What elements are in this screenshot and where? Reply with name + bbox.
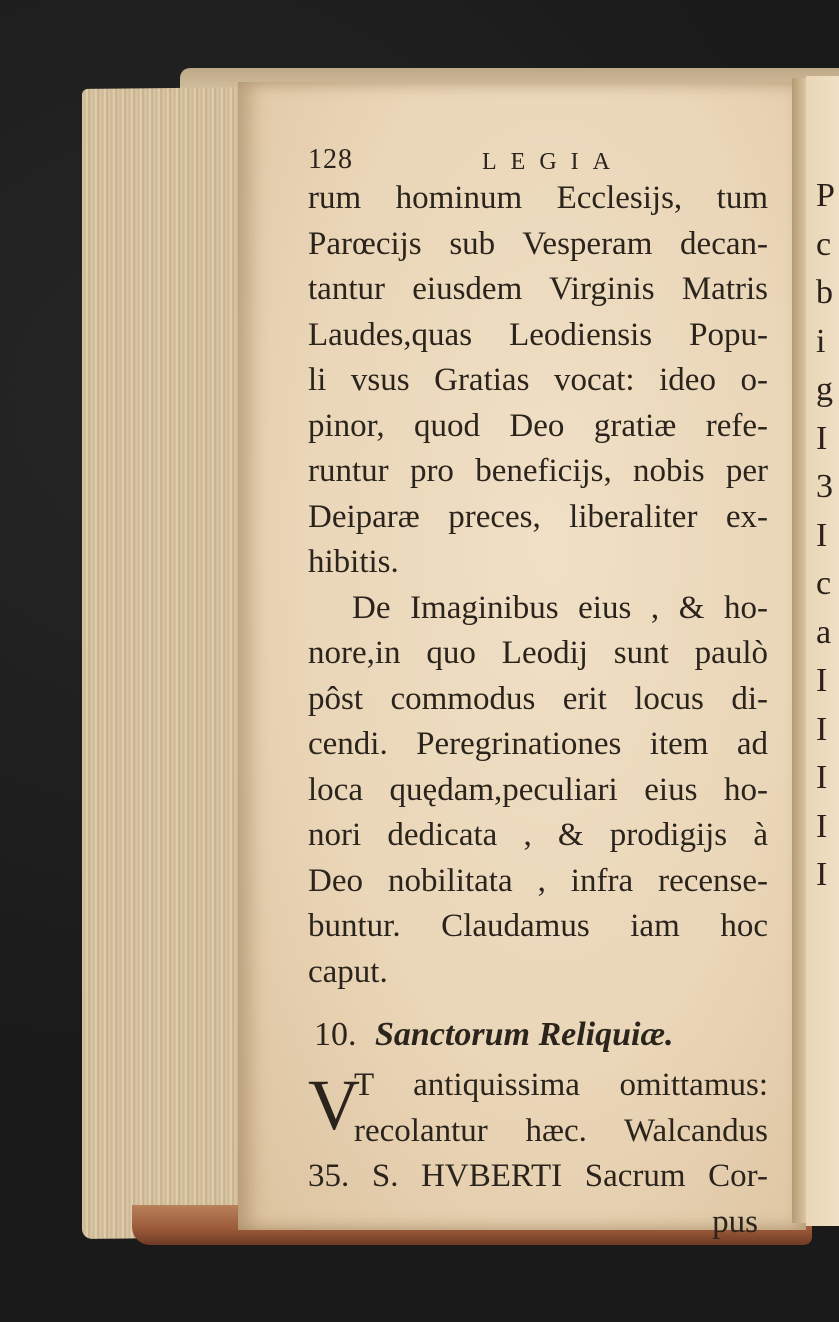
text-line: cendi. Peregrinationes item ad <box>308 726 768 762</box>
text-line: caput. <box>308 953 388 990</box>
facing-letter: c <box>816 565 832 602</box>
text-line: runtur pro beneficijs, nobis per <box>308 453 768 489</box>
facing-letter: I <box>816 856 828 893</box>
text-line: tantur eiusdem Virginis Matris <box>308 271 768 307</box>
facing-letter: g <box>816 371 833 408</box>
paragraph-1 <box>308 176 768 586</box>
paragraph-2 <box>308 586 768 996</box>
drop-cap: V <box>308 1065 360 1145</box>
text-line: loca quędam,peculiari eius ho- <box>308 771 768 808</box>
text-line: nori dedicata , & prodigijs à <box>308 817 768 853</box>
facing-letter: i <box>816 322 826 360</box>
page-block-left-edges <box>82 87 262 1239</box>
section-title: Sanctorum Reliquiæ. <box>375 1016 674 1053</box>
facing-page-text <box>816 172 839 900</box>
text-line: recolantur hæc. Walcandus <box>354 1112 768 1149</box>
text-line: De Imaginibus eius , & ho- <box>352 589 768 626</box>
facing-letter: I <box>816 807 828 845</box>
text-line: buntur. Claudamus iam hoc <box>308 908 768 944</box>
catchword: pus <box>712 1203 758 1240</box>
text-line: pinor, quod Deo gratiæ refe- <box>308 407 768 444</box>
page-number: 128 <box>308 144 353 175</box>
text-line: li vsus Gratias vocat: ideo o- <box>308 362 768 398</box>
facing-letter: c <box>816 225 832 263</box>
text-line: Deo nobilitata , infra recense- <box>308 862 768 899</box>
facing-letter: I <box>816 710 828 748</box>
running-header <box>308 122 768 176</box>
facing-letter: 3 <box>816 468 833 505</box>
paragraph-3 <box>308 1063 768 1200</box>
text-line: hibitis. <box>308 544 399 580</box>
running-title: LEGIA <box>482 149 624 175</box>
facing-letter: a <box>816 613 832 651</box>
text-line: pôst commodus erit locus di- <box>308 680 768 717</box>
section-heading <box>308 1007 768 1063</box>
text-line: T antiquissima omittamus: <box>354 1067 768 1103</box>
facing-letter: I <box>816 662 828 699</box>
text-line: rum hominum Ecclesijs, tum <box>308 180 768 216</box>
facing-letter: I <box>816 516 828 554</box>
text-line: Laudes,quas Leodiensis Popu- <box>308 316 768 353</box>
facing-letter: P <box>816 177 835 214</box>
text-line: Deiparæ preces, liberaliter ex- <box>308 498 768 535</box>
facing-letter: b <box>816 274 833 311</box>
page-text <box>308 122 768 1245</box>
text-line: 35. S. HVBERTI Sacrum Cor- <box>308 1158 768 1194</box>
text-line: nore,in quo Leodij sunt paulò <box>308 635 768 671</box>
facing-letter: I <box>816 759 828 796</box>
text-line: Parœcijs sub Vesperam decan- <box>308 225 768 262</box>
section-number: 10. <box>314 1016 357 1053</box>
facing-letter: I <box>816 419 828 457</box>
